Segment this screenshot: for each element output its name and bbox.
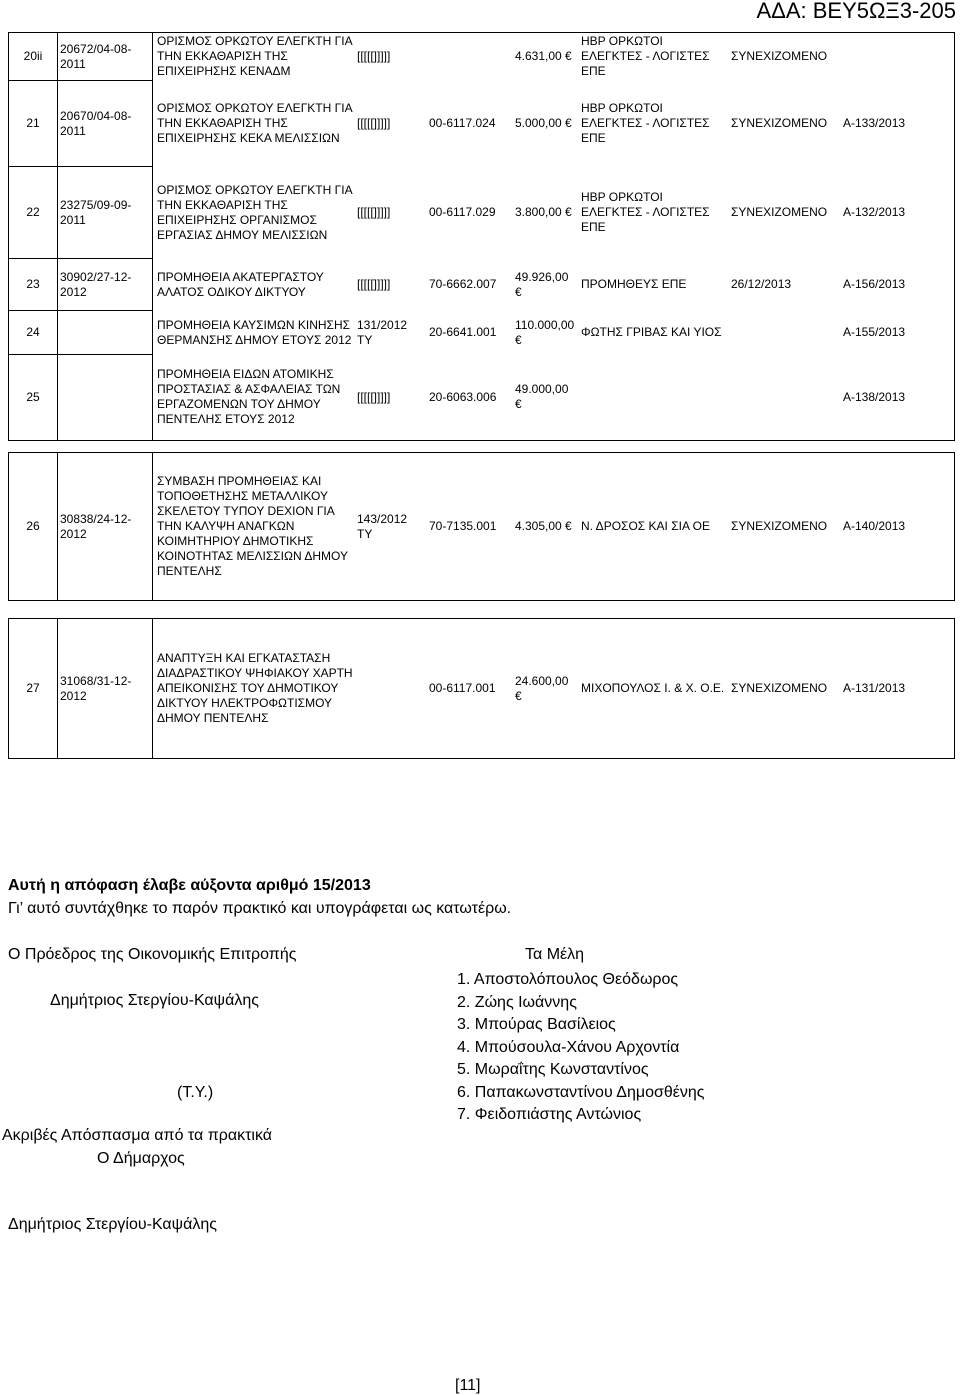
cell-ada-ref: Α-140/2013 [843,519,906,533]
row-number: 22 [9,167,58,259]
member-item: 2. Ζώης Ιωάννης [457,993,577,1011]
protocol-number [58,355,153,441]
cell-ada-ref: Α-131/2013 [843,681,906,695]
member-item: 4. Μπούσουλα-Χάνου Αρχοντία [457,1038,680,1056]
cell-amount: 4.631,00 € [515,49,572,64]
row-number: 20ii [9,33,58,81]
cell-code: 00-6117.024 [429,116,496,130]
extract-line: Ακριβές Απόσπασμα από τα πρακτικά [2,1127,273,1144]
cell-ada-ref: Α-138/2013 [843,389,906,404]
protocol-number: 30902/27-12-2012 [58,259,153,311]
cell-amount: 4.305,00 € [515,519,572,533]
protocol-number: 23275/09-09-2011 [58,167,153,259]
cell-ref: [[[[[]]]]] [357,389,391,404]
cell-ref: [[[[[]]]]] [357,49,391,64]
table-row [9,167,955,259]
cell-amount: 3.800,00 € [515,205,572,219]
protocol-number: 20672/04-08-2011 [58,33,153,81]
cell-ref: 131/2012 ΤΥ [357,317,408,347]
cell-amount: 49.000,00 € [515,382,569,412]
cell-amount: 5.000,00 € [515,116,572,130]
cell-ref: [[[[[]]]]] [357,205,391,219]
member-item: 7. Φειδοπιάστης Αντώνιος [457,1106,642,1123]
page-number: [11] [455,1377,481,1394]
cell-code: 20-6063.006 [429,389,497,404]
records-table [8,32,955,759]
signed-line: Γι’ αυτό συντάχθηκε το παρόν πρακτικό και υπογράφεται ως κατωτέρω. [8,900,512,917]
cell-status: 26/12/2013 [731,277,792,291]
row-number: 21 [9,81,58,167]
table-row [9,453,955,601]
cell-ada-ref: Α-133/2013 [843,116,906,130]
row-number: 27 [9,619,58,759]
cell-amount: 49.926,00 € [515,269,569,299]
cell-code: 20-6641.001 [429,325,497,339]
row-number: 24 [9,311,58,355]
cell-supplier: ΗΒΡ ΟΡΚΩΤΟΙ ΕΛΕΓΚΤΕΣ - ΛΟΓΙΣΤΕΣ ΕΠΕ [581,34,710,79]
cell-status: ΣΥΝΕΧΙΖΟΜΕΝΟ [731,519,828,533]
decision-line: Αυτή η απόφαση έλαβε αύξοντα αριθμό 15/2013 [8,877,371,894]
cell-amount: 110.000,00 € [515,317,575,347]
cell-desc: ΑΝΑΠΤΥΞΗ ΚΑΙ ΕΓΚΑΤΑΣΤΑΣΗ ΔΙΑΔΡΑΣΤΙΚΟΥ ΨΗΦΙΑΚΟΥ ΧΑΡΤΗ ΑΠΕΙΚΟΝΙΣΗΣ ΤΟΥ ΔΗΜΟΤΙΚΟΥ ΔΙΚΤΥΟΥ ΗΛΕΚΤΡΟΦΩΤΙΣΜΟΥ ΔΗΜΟΥ ΠΕΝΤΕΛΗΣ [157,651,353,725]
cell-code: 00-6117.029 [429,205,496,219]
mayor-title: Ο Δήμαρχος [97,1150,185,1167]
protocol-number: 31068/31-12-2012 [58,619,153,759]
table-row [9,259,955,311]
cell-supplier: ΗΒΡ ΟΡΚΩΤΟΙ ΕΛΕΓΚΤΕΣ - ΛΟΓΙΣΤΕΣ ΕΠΕ [581,190,710,234]
row-number: 25 [9,355,58,441]
cell-supplier: ΗΒΡ ΟΡΚΩΤΟΙ ΕΛΕΓΚΤΕΣ - ΛΟΓΙΣΤΕΣ ΕΠΕ [581,101,710,145]
cell-desc: ΠΡΟΜΗΘΕΙΑ ΚΑΥΣΙΜΩΝ ΚΙΝΗΣΗΣ ΘΕΡΜΑΝΣΗΣ ΔΗΜΟΥ ΕΤΟΥΣ 2012 [157,317,352,347]
member-item: 5. Μωραΐτης Κωνσταντίνος [457,1061,649,1078]
cell-supplier: ΠΡΟΜΗΘΕΥΣ ΕΠΕ [581,277,687,291]
table-row [9,311,955,355]
table-row [9,619,955,759]
protocol-number: 20670/04-08-2011 [58,81,153,167]
cell-ada-ref: Α-155/2013 [843,325,906,339]
cell-status: ΣΥΝΕΧΙΖΟΜΕΝΟ [731,49,828,64]
spacer-row [9,601,955,619]
cell-code: 00-6117.001 [429,681,496,695]
cell-desc: ΣΥΜΒΑΣΗ ΠΡΟΜΗΘΕΙΑΣ ΚΑΙ ΤΟΠΟΘΕΤΗΣΗΣ ΜΕΤΑΛΛΙΚΟΥ ΣΚΕΛΕΤΟΥ ΤΥΠΟΥ DEXION ΓΙΑ ΤΗΝ ΚΑΛΥΨΗ ΑΝΑΓΚΩΝ ΚΟΙΜΗΤΗΡΙΟΥ ΔΗΜΟΤΙΚΗΣ ΚΟΙΝΟΤΗΤΑΣ ΜΕΛΙΣΣΙΩΝ ΔΗΜΟΥ ΠΕΝΤΕΛΗΣ [157,474,348,578]
cell-ref: [[[[[]]]]] [357,277,391,291]
cell-ref: [[[[[]]]]] [357,116,391,130]
member-item: 3. Μπούρας Βασίλειος [457,1016,616,1033]
members-list [457,969,704,1127]
cell-amount: 24.600,00 € [515,673,569,703]
president-title: Ο Πρόεδρος της Οικονομικής Επιτροπής [8,946,297,963]
cell-supplier: ΜΙΧΟΠΟΥΛΟΣ Ι. & Χ. Ο.Ε. [581,681,725,695]
president-name: Δημήτριος Στεργίου-Καψάλης [50,992,259,1009]
president-ty: (Τ.Υ.) [177,1084,214,1101]
spacer-row [9,441,955,453]
mayor-name: Δημήτριος Στεργίου-Καψάλης [8,1216,217,1233]
cell-code: 70-6662.007 [429,277,497,291]
member-item: 6. Παπακωνσταντίνου Δημοσθένης [457,1083,705,1101]
cell-status: ΣΥΝΕΧΙΖΟΜΕΝΟ [731,116,828,130]
cell-supplier: ΦΩΤΗΣ ΓΡΙΒΑΣ ΚΑΙ ΥΙΟΣ [581,325,722,339]
cell-ada-ref: Α-156/2013 [843,277,906,291]
cell-desc: ΠΡΟΜΗΘΕΙΑ ΕΙΔΩΝ ΑΤΟΜΙΚΗΣ ΠΡΟΣΤΑΣΙΑΣ & ΑΣΦΑΛΕΙΑΣ ΤΩΝ ΕΡΓΑΖΟΜΕΝΩΝ ΤΟΥ ΔΗΜΟΥ ΠΕΝΤΕΛΗΣ ΕΤΟΥΣ 2012 [157,367,341,427]
cell-supplier: Ν. ΔΡΟΣΟΣ ΚΑΙ ΣΙΑ ΟΕ [581,519,710,533]
protocol-number: 30838/24-12-2012 [58,453,153,601]
table-row [9,355,955,441]
cell-desc: ΟΡΙΣΜΟΣ ΟΡΚΩΤΟΥ ΕΛΕΓΚΤΗ ΓΙΑ ΤΗΝ ΕΚΚΑΘΑΡΙΣΗ ΤΗΣ ΕΠΙΧΕΙΡΗΣΗΣ ΟΡΓΑΝΙΣΜΟΣ ΕΡΓΑΣΙΑΣ ΔΗΜΟΥ ΜΕΛΙΣΣΙΩΝ [157,182,352,242]
member-item: 1. Αποστολόπουλος Θεόδωρος [457,971,679,988]
table-row [9,81,955,167]
row-number: 23 [9,259,58,311]
members-title: Τα Μέλη [525,946,585,963]
cell-desc: ΟΡΙΣΜΟΣ ΟΡΚΩΤΟΥ ΕΛΕΓΚΤΗ ΓΙΑ ΤΗΝ ΕΚΚΑΘΑΡΙΣΗ ΤΗΣ ΕΠΙΧΕΙΡΗΣΗΣ ΚΕΝΑΔΜ [157,34,352,79]
ada-header: ΑΔΑ: ΒΕΥ5ΩΞ3-205 [756,0,956,23]
cell-status: ΣΥΝΕΧΙΖΟΜΕΝΟ [731,205,828,219]
table-row [9,33,955,81]
row-number: 26 [9,453,58,601]
cell-status: ΣΥΝΕΧΙΖΟΜΕΝΟ [731,681,828,695]
cell-desc: ΟΡΙΣΜΟΣ ΟΡΚΩΤΟΥ ΕΛΕΓΚΤΗ ΓΙΑ ΤΗΝ ΕΚΚΑΘΑΡΙΣΗ ΤΗΣ ΕΠΙΧΕΙΡΗΣΗΣ ΚΕΚΑ ΜΕΛΙΣΣΙΩΝ [157,101,352,145]
cell-ref: 143/2012 ΤΥ [357,511,408,541]
cell-ada-ref: Α-132/2013 [843,205,906,219]
protocol-number [58,311,153,355]
cell-code: 70-7135.001 [429,519,497,533]
cell-desc: ΠΡΟΜΗΘΕΙΑ ΑΚΑΤΕΡΓΑΣΤΟΥ ΑΛΑΤΟΣ ΟΔΙΚΟΥ ΔΙΚΤΥΟΥ [157,269,324,299]
